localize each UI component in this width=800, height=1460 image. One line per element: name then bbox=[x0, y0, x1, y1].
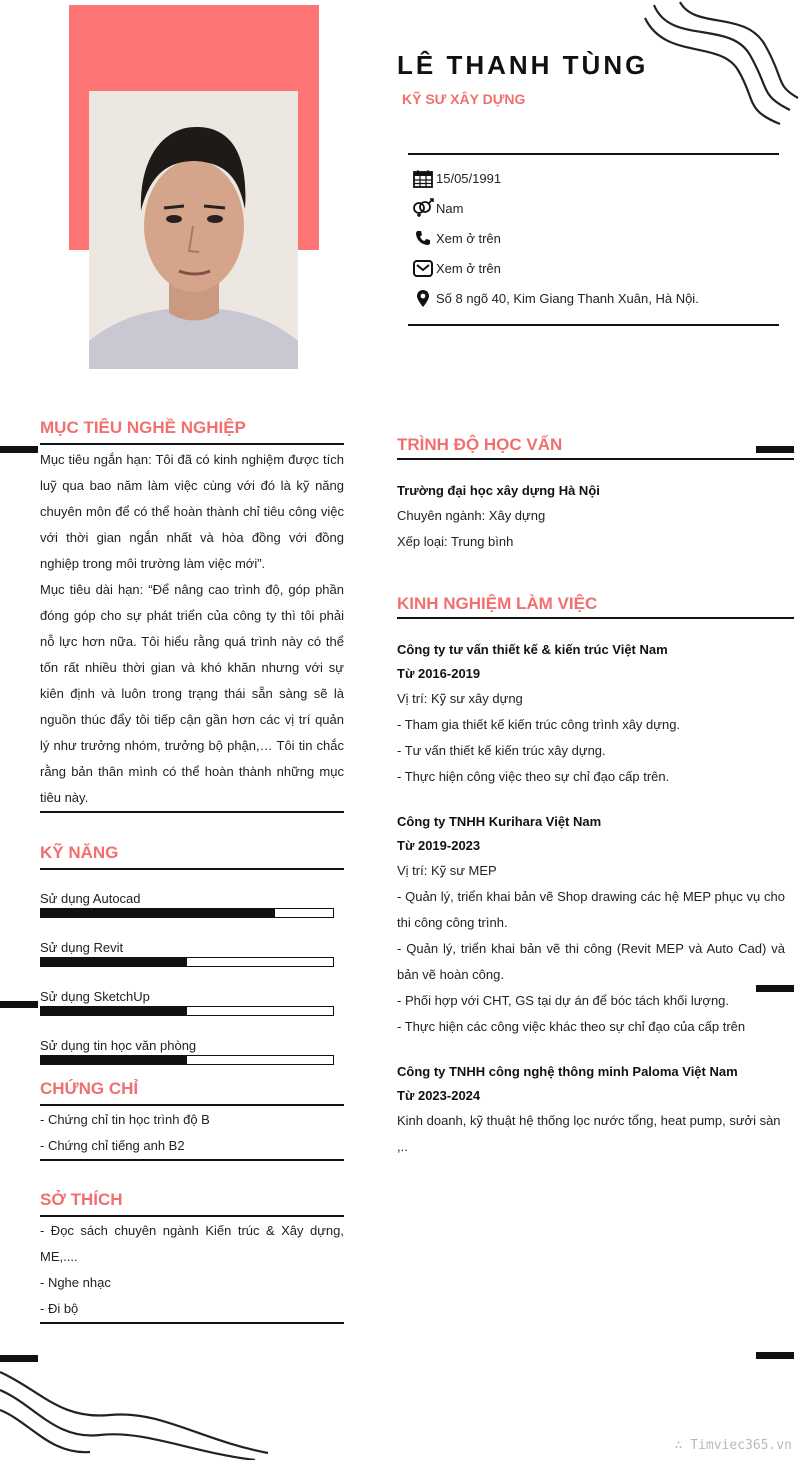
skill-bar bbox=[40, 1055, 334, 1065]
decor-bar bbox=[0, 446, 38, 453]
education-grade: Xếp loại: Trung bình bbox=[397, 534, 514, 549]
certificate-item: - Chứng chỉ tin học trình độ B bbox=[40, 1112, 210, 1127]
skill-bar bbox=[40, 908, 334, 918]
profile-photo bbox=[89, 91, 298, 369]
certificates-heading: CHỨNG CHỈ bbox=[40, 1079, 139, 1098]
contact-address: Số 8 ngõ 40, Kim Giang Thanh Xuân, Hà Nội. bbox=[412, 287, 699, 309]
job-detail: Kinh doanh, kỹ thuật hệ thống lọc nước tổng, heat pump, sưởi sàn ,.. bbox=[397, 1113, 781, 1154]
location-pin-icon bbox=[412, 287, 434, 309]
job-detail: - Tham gia thiết kế kiến trúc công trình xây dựng. bbox=[397, 717, 681, 732]
gender-icon bbox=[412, 197, 434, 219]
contact-gender: Nam bbox=[412, 197, 463, 219]
education-school: Trường đại học xây dựng Hà Nội bbox=[397, 483, 600, 498]
candidate-name: LÊ THANH TÙNG bbox=[397, 50, 649, 80]
hobbies-heading: SỞ THÍCH bbox=[40, 1190, 123, 1209]
job-detail: Vị trí: Kỹ sư xây dựng bbox=[397, 691, 523, 706]
job-detail: - Tư vấn thiết kế kiến trúc xây dựng. bbox=[397, 743, 606, 758]
contact-birthdate: 15/05/1991 bbox=[412, 167, 501, 189]
calendar-icon bbox=[412, 167, 434, 189]
job-detail: Vị trí: Kỹ sư MEP bbox=[397, 863, 497, 878]
section-divider bbox=[40, 811, 344, 813]
certificate-item: - Chứng chỉ tiếng anh B2 bbox=[40, 1138, 185, 1153]
hobby-item: - Đọc sách chuyên ngành Kiến trúc & Xây dựng, ME,.... bbox=[40, 1223, 344, 1264]
job-period: Từ 2019-2023 bbox=[397, 838, 481, 853]
phone-icon bbox=[412, 227, 434, 249]
objective-heading: MỤC TIÊU NGHỀ NGHIỆP bbox=[40, 418, 246, 437]
skill-level-fill bbox=[41, 1056, 187, 1064]
job-detail: - Thực hiện các công việc khác theo sự chỉ đạo của cấp trên bbox=[397, 1019, 746, 1034]
email-icon bbox=[412, 257, 434, 279]
section-divider bbox=[40, 1322, 344, 1324]
site-watermark: ∴ Timviec365.vn bbox=[674, 1438, 792, 1453]
wavy-lines-top-right bbox=[640, 0, 800, 130]
decor-bar bbox=[756, 446, 794, 453]
objective-long-term: Mục tiêu dài hạn: “Để nâng cao trình độ, góp phần đóng góp cho sự phát triển của công ty thì tôi phải nỗ lực hơn nữa. Tôi hiểu rằng quá trình này có thể tốn rất nhiều thời gian và khó khăn nhưng với sự kiên định và luôn trong trạng thái sẵn sàng sẽ là nguồn thúc đẩy tôi tiếp cận gần hơn các vị trí quản lý như trưởng nhóm, trưởng bộ phận,… Tôi tin chắc rằng bản thân mình có thể hoàn thành những mục tiêu này. bbox=[40, 582, 344, 805]
job-company: Công ty TNHH Kurihara Việt Nam bbox=[397, 814, 602, 829]
decor-bar bbox=[756, 1352, 794, 1359]
skill-level-fill bbox=[41, 958, 187, 966]
job-title: KỸ SƯ XÂY DỰNG bbox=[402, 91, 526, 107]
job-detail: - Thực hiện công việc theo sự chỉ đạo cấp trên. bbox=[397, 769, 670, 784]
skill-label: Sử dụng Revit bbox=[40, 940, 124, 955]
job-detail: - Phối hợp với CHT, GS tại dự án để bóc tách khối lượng. bbox=[397, 993, 730, 1008]
section-divider bbox=[397, 617, 794, 619]
job-company: Công ty TNHH công nghệ thông minh Paloma Việt Nam bbox=[397, 1064, 738, 1079]
job-period: Từ 2023-2024 bbox=[397, 1088, 481, 1103]
objective-short-term: Mục tiêu ngắn hạn: Tôi đã có kinh nghiệm được tích luỹ qua bao năm làm việc cùng với đó là kỹ năng chuyên môn để có thể hoàn thành chỉ tiêu công việc với thời gian ngắn nhất và hòa đồng với đồng nghiệp trong môi trường làm việc mới”. bbox=[40, 452, 344, 571]
skill-level-fill bbox=[41, 1007, 187, 1015]
hobby-item: - Nghe nhạc bbox=[40, 1275, 111, 1290]
wavy-lines-bottom-left bbox=[0, 1360, 280, 1460]
skill-label: Sử dụng SketchUp bbox=[40, 989, 150, 1004]
skill-label: Sử dụng tin học văn phòng bbox=[40, 1038, 197, 1053]
education-major: Chuyên ngành: Xây dựng bbox=[397, 508, 546, 523]
decor-bar bbox=[0, 1355, 38, 1362]
job-company: Công ty tư vấn thiết kế & kiến trúc Việt Nam bbox=[397, 642, 668, 657]
skill-label: Sử dụng Autocad bbox=[40, 891, 141, 906]
education-heading: TRÌNH ĐỘ HỌC VẤN bbox=[397, 435, 563, 454]
job-period: Từ 2016-2019 bbox=[397, 666, 481, 681]
experience-heading: KINH NGHIỆM LÀM VIỆC bbox=[397, 594, 598, 613]
job-detail: - Quản lý, triển khai bản vẽ Shop drawing các hệ MEP phục vụ cho thi công công trình. bbox=[397, 889, 785, 930]
contact-phone: Xem ở trên bbox=[412, 227, 501, 249]
decor-bar bbox=[0, 1001, 38, 1008]
skills-heading: KỸ NĂNG bbox=[40, 843, 119, 862]
section-divider bbox=[397, 458, 794, 460]
skill-level-fill bbox=[41, 909, 275, 917]
contact-email: Xem ở trên bbox=[412, 257, 501, 279]
skill-bar bbox=[40, 957, 334, 967]
section-divider bbox=[40, 443, 344, 445]
section-divider bbox=[40, 1159, 344, 1161]
section-divider bbox=[40, 868, 344, 870]
contact-info bbox=[408, 153, 779, 326]
section-divider bbox=[40, 1104, 344, 1106]
job-detail: - Quản lý, triển khai bản vẽ thi công (Revit MEP và Auto Cad) và bản vẽ hoàn công. bbox=[397, 941, 785, 982]
skill-bar bbox=[40, 1006, 334, 1016]
section-divider bbox=[40, 1215, 344, 1217]
hobby-item: - Đi bộ bbox=[40, 1301, 79, 1316]
